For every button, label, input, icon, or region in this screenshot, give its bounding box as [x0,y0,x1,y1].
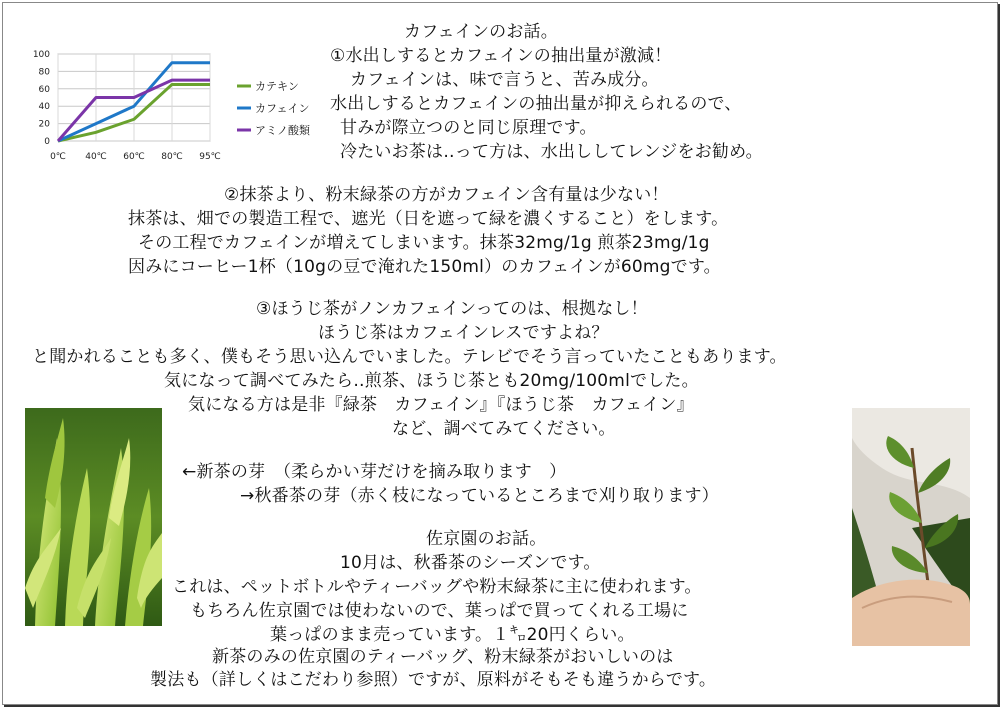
legend-label: カテキン [255,80,299,93]
section1-line: 水出しするとカフェインの抽出量が抑えられるので、 [330,94,742,114]
section3-line: など、調べてみてください。 [392,419,616,439]
x-tick-label: 60℃ [123,152,145,162]
y-tick-label: 100 [32,50,50,60]
section4-line: これは、ペットボトルやティーバッグや粉末緑茶に主に使われます。 [172,577,702,597]
section4-heading: 佐京園のお話。 [426,529,547,549]
section2-heading: ②抹茶より、粉末緑茶の方がカフェイン含有量は少ない！ [224,185,669,205]
x-tick-label: 40℃ [85,152,107,162]
section1-heading: ①水出しするとカフェインの抽出量が激減！ [330,46,672,66]
section1-line: 甘みが際立つのと同じ原理です。 [340,118,597,138]
akibancha-shoot-in-hand-photo [852,408,970,646]
section4-line: もちろん佐京園では使わないので、葉っぱで買ってくれる工場に [190,601,689,621]
x-tick-label: 80℃ [161,152,183,162]
y-tick-label: 60 [38,84,50,95]
extraction-line-chart [22,45,322,170]
section3-line: 気になって調べてみたら‥煎茶、ほうじ茶とも20mg/100mlでした。 [164,371,699,391]
section3-line: 気になる方は是非『緑茶 カフェイン』『ほうじ茶 カフェイン』 [188,395,694,415]
legend-label: アミノ酸類 [255,124,310,137]
y-tick-label: 80 [38,67,50,78]
x-tick-label: 0℃ [50,152,66,162]
section3-line: と聞かれることも多く、僕もそう思い込んでいました。テレビでそう言っていたこともあります。 [32,347,787,367]
section2-line: 抹茶は、畑での製造工程で、遮光（日を遮って緑を濃くすること）をします。 [128,209,729,229]
shincha-buds-photo [25,408,162,626]
section4-line: 製法も（詳しくはこだわり参照）ですが、原料がそもそも違うからです。 [150,670,717,690]
section1-line: カフェインは、味で言うと、苦み成分。 [350,70,659,90]
x-tick-label: 95℃ [199,152,221,162]
caption-left: ←新茶の芽 （柔らかい芽だけを摘み取ります ） [182,462,567,482]
section1-line: 冷たいお茶は‥って方は、水出ししてレンジをお勧め。 [340,142,763,162]
section3-heading: ③ほうじ茶がノンカフェインってのは、根拠なし！ [256,299,648,319]
section4-line: 10月は、秋番茶のシーズンです。 [340,553,601,573]
legend-label: カフェイン [255,102,310,115]
y-tick-label: 20 [38,119,50,130]
page-title: カフェインのお話。 [404,22,558,42]
caption-right: →秋番茶の芽（赤く枝になっているところまで刈り取ります） [240,486,719,506]
section4-line: 葉っぱのまま売っています。１㌔20円くらい。 [270,625,635,645]
section4-line: 新茶のみの佐京園のティーバッグ、粉末緑茶がおいしいのは [212,647,674,667]
y-tick-label: 0 [44,137,50,147]
section2-line: 因みにコーヒー1杯（10gの豆で淹れた150ml）のカフェインが60mgです。 [128,257,721,277]
y-tick-label: 40 [38,102,50,113]
section3-line: ほうじ茶はカフェインレスですよね？ [318,323,609,343]
section2-line: その工程でカフェインが増えてしまいます。抹茶32mg/1g 煎茶23mg/1g [138,233,710,253]
